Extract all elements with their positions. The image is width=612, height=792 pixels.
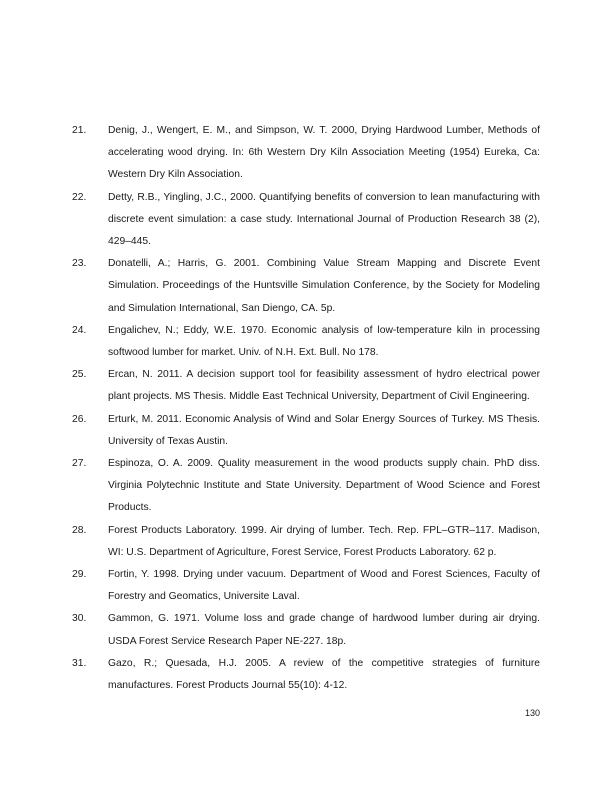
reference-text: Erturk, M. 2011. Economic Analysis of Wind and Solar Energy Sources of Turkey. MS Thesis. University of Texas Austin. (108, 413, 540, 447)
reference-text: Gazo, R.; Quesada, H.J. 2005. A review of the competitive strategies of furniture manufactures. Forest Products Journal 55(10): 4-12. (108, 657, 540, 692)
page-number: 130 (524, 708, 540, 718)
reference-entry (72, 364, 540, 408)
reference-entry (72, 564, 540, 608)
reference-text: Denig, J., Wengert, E. M., and Simpson, W. T. 2000, Drying Hardwood Lumber, Methods of accelerating wood drying. In: 6th Western Dry Kiln Association Meeting (1954) Eureka, Ca: Western Dry Kiln Association. (108, 125, 540, 181)
reference-entry (72, 520, 540, 564)
reference-entry (72, 453, 540, 520)
reference-entry (72, 608, 540, 652)
reference-number: 30. (72, 613, 87, 625)
reference-number: 31. (72, 657, 87, 669)
reference-number: 22. (72, 191, 87, 203)
reference-text: Detty, R.B., Yingling, J.C., 2000. Quantifying benefits of conversion to lean manufacturing with discrete event simulation: a case study. International Journal of Production Research 38 (2), 429–445. (108, 191, 540, 248)
reference-text: Forest Products Laboratory. 1999. Air drying of lumber. Tech. Rep. FPL–GTR–117. Madison, WI: U.S. Department of Agriculture, Forest Service, Forest Products Laboratory. 62 p. (108, 524, 540, 558)
reference-text: Fortin, Y. 1998. Drying under vacuum. Department of Wood and Forest Sciences, Faculty of Forestry and Geomatics, Universite Laval. (108, 569, 540, 603)
reference-number: 29. (72, 569, 87, 581)
reference-number: 25. (72, 369, 87, 381)
reference-text: Espinoza, O. A. 2009. Quality measurement in the wood products supply chain. PhD diss. Virginia Polytechnic Institute and State University. Department of Wood Science and Forest Products. (108, 458, 540, 514)
reference-text: Ercan, N. 2011. A decision support tool for feasibility assessment of hydro electrical power plant projects. MS Thesis. Middle East Technical University, Department of Civil Engineering. (108, 369, 540, 403)
reference-entry (72, 409, 540, 453)
reference-entry (72, 120, 540, 187)
reference-entry (72, 320, 540, 364)
reference-number: 27. (72, 458, 87, 470)
reference-text: Engalichev, N.; Eddy, W.E. 1970. Economic analysis of low-temperature kiln in processing softwood lumber for market. Univ. of N.H. Ext. Bull. No 178. (108, 324, 540, 359)
reference-text: Gammon, G. 1971. Volume loss and grade change of hardwood lumber during air drying. USDA Forest Service Research Paper NE-227. 18p. (108, 613, 540, 647)
reference-number: 28. (72, 524, 87, 536)
reference-text: Donatelli, A.; Harris, G. 2001. Combining Value Stream Mapping and Discrete Event Simulation. Proceedings of the Huntsville Simulation Conference, by the Society for Modeling and Simulation International, San Diengo, CA. 5p. (108, 258, 540, 314)
reference-number: 23. (72, 258, 87, 270)
reference-entry (72, 187, 540, 254)
reference-number: 26. (72, 413, 87, 425)
reference-entry (72, 253, 540, 320)
reference-number: 24. (72, 324, 87, 336)
reference-number: 21. (72, 125, 87, 136)
reference-list (72, 120, 540, 697)
reference-entry (72, 653, 540, 697)
